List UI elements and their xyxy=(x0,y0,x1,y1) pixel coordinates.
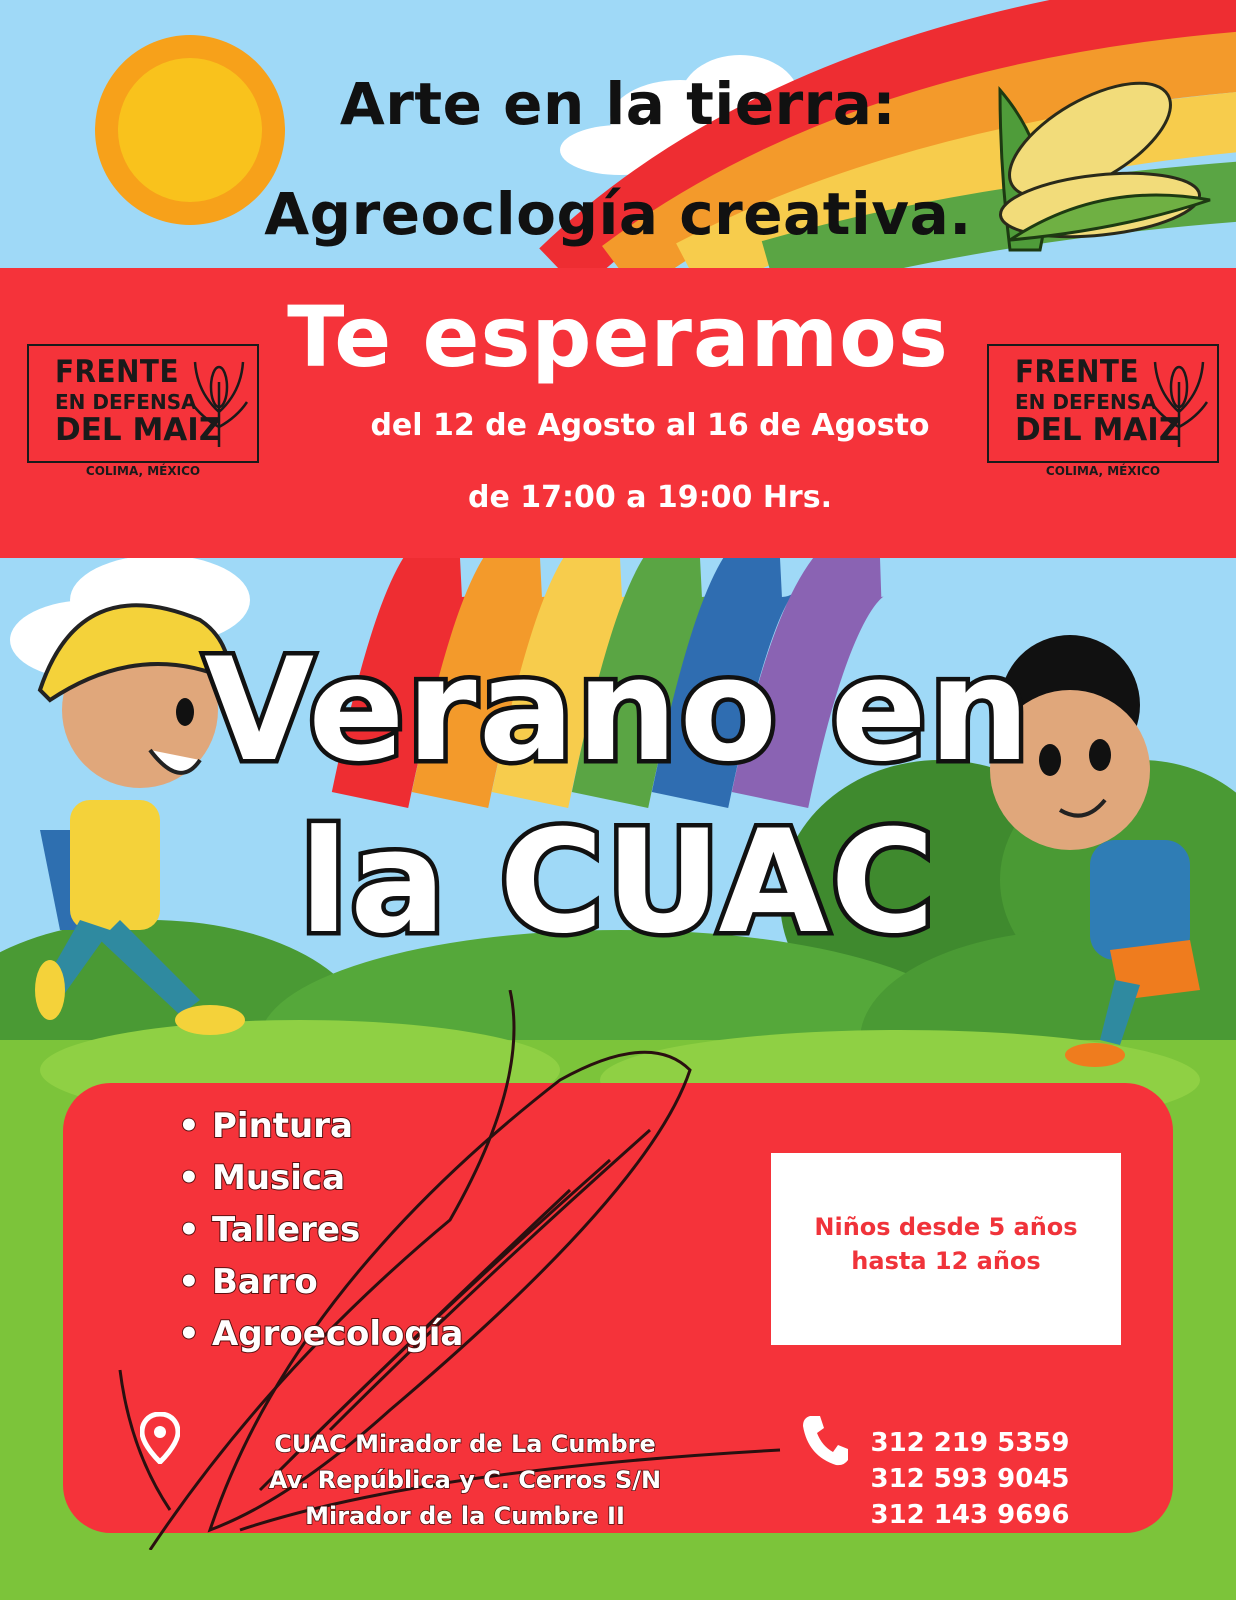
activities-list xyxy=(178,1100,463,1360)
event-hours: de 17:00 a 19:00 Hrs. xyxy=(468,480,832,515)
event-title-line-2: Agreoclogía creativa. xyxy=(264,180,972,248)
headline-line-1: Verano en xyxy=(204,628,1032,793)
event-dates: del 12 de Agosto al 16 de Agosto xyxy=(370,408,930,443)
headline-line-2: la CUAC xyxy=(299,800,937,965)
activity-item xyxy=(178,1256,463,1308)
activity-label: Agroecología xyxy=(212,1314,464,1354)
bullet: • xyxy=(178,1210,200,1250)
age-range-line-1: Niños desde 5 años xyxy=(814,1213,1078,1241)
logo-line-1: FRENTE xyxy=(55,354,180,390)
phone-number[interactable]: 312 593 9045 xyxy=(870,1464,1070,1494)
age-range-line-2: hasta 12 años xyxy=(851,1247,1041,1275)
activity-item xyxy=(178,1152,463,1204)
address-line-1: CUAC Mirador de La Cumbre xyxy=(274,1430,656,1458)
activity-item xyxy=(178,1308,463,1360)
event-banner xyxy=(0,268,1236,558)
bullet: • xyxy=(178,1158,200,1198)
logo-line-3: DEL MAIZ xyxy=(1015,412,1182,448)
banner-heading: Te esperamos xyxy=(287,288,949,386)
address-line-3: Mirador de la Cumbre II xyxy=(305,1502,625,1530)
corn-plant-icon xyxy=(187,352,251,452)
phone-number[interactable]: 312 143 9696 xyxy=(870,1500,1070,1530)
bullet: • xyxy=(178,1106,200,1146)
frente-defensa-maiz-logo xyxy=(27,344,259,479)
location-pin-icon xyxy=(140,1412,180,1464)
logo-line-2: EN DEFENSA xyxy=(1015,390,1157,414)
logo-subtitle: COLIMA, MÉXICO xyxy=(85,464,201,478)
activity-label: Barro xyxy=(212,1262,318,1302)
activity-item xyxy=(178,1100,463,1152)
activity-item xyxy=(178,1204,463,1256)
phone-icon xyxy=(800,1412,850,1468)
logo-line-2: EN DEFENSA xyxy=(55,390,197,414)
address-line-2: Av. República y C. Cerros S/N xyxy=(268,1466,662,1494)
corn-plant-icon xyxy=(1147,352,1211,452)
activity-label: Pintura xyxy=(212,1106,353,1146)
logo-line-1: FRENTE xyxy=(1015,354,1140,390)
logo-line-3: DEL MAIZ xyxy=(55,412,222,448)
activity-label: Musica xyxy=(212,1158,346,1198)
logo-subtitle: COLIMA, MÉXICO xyxy=(1045,464,1161,478)
bullet: • xyxy=(178,1262,200,1302)
frente-defensa-maiz-logo xyxy=(987,344,1219,479)
event-title-line-1: Arte en la tierra: xyxy=(339,70,897,138)
age-range-box xyxy=(771,1153,1121,1345)
phone-number[interactable]: 312 219 5359 xyxy=(870,1428,1070,1458)
bullet: • xyxy=(178,1314,200,1354)
activity-label: Talleres xyxy=(212,1210,361,1250)
